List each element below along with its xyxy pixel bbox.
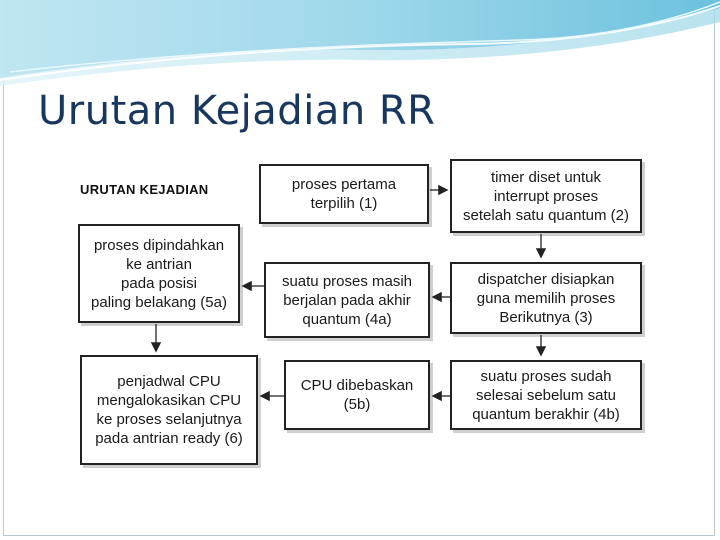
box-step-5a: proses dipindahkan ke antrian pada posisi paling belakang (5a) — [78, 224, 240, 323]
box-step-4b: suatu proses sudah selesai sebelum satu quantum berakhir (4b) — [450, 360, 642, 430]
box-step-4a: suatu proses masih berjalan pada akhir quantum (4a) — [264, 262, 430, 338]
box-step-3: dispatcher disiapkan guna memilih proses Berikutnya (3) — [450, 262, 642, 334]
box-step-5b: CPU dibebaskan (5b) — [284, 360, 430, 430]
box-step-6: penjadwal CPU mengalokasikan CPU ke proses selanjutnya pada antrian ready (6) — [80, 355, 258, 465]
slide-title: Urutan Kejadian RR — [38, 88, 436, 134]
box-step-1: proses pertama terpilih (1) — [259, 164, 429, 224]
box-step-2: timer diset untuk interrupt proses setelah satu quantum (2) — [450, 159, 642, 233]
diagram-heading: URUTAN KEJADIAN — [80, 182, 209, 197]
header-banner — [0, 0, 720, 90]
